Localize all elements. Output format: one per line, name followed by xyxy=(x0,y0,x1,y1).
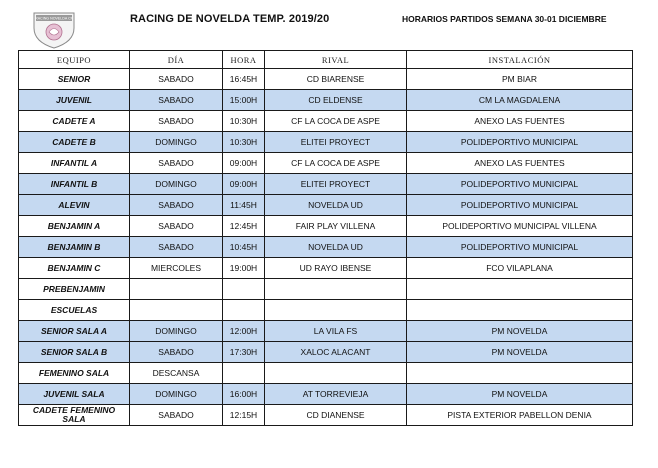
time-cell: 15:00H xyxy=(223,90,265,111)
day-cell: MIERCOLES xyxy=(130,258,223,279)
venue-cell: PM NOVELDA xyxy=(407,321,633,342)
time-cell: 10:30H xyxy=(223,111,265,132)
team-cell: SENIOR SALA A xyxy=(19,321,130,342)
column-header-hora: HORA xyxy=(223,51,265,69)
rival-cell: ELITEI PROYECT xyxy=(265,174,407,195)
team-cell: PREBENJAMIN xyxy=(19,279,130,300)
team-cell: CADETE FEMENINO SALA xyxy=(19,405,130,426)
header-row xyxy=(19,51,633,69)
rival-cell: UD RAYO IBENSE xyxy=(265,258,407,279)
day-cell: DOMINGO xyxy=(130,174,223,195)
table-row xyxy=(19,300,633,321)
time-cell: 16:45H xyxy=(223,69,265,90)
time-cell: 12:45H xyxy=(223,216,265,237)
rival-cell xyxy=(265,363,407,384)
table-row xyxy=(19,216,633,237)
venue-cell: PM NOVELDA xyxy=(407,384,633,405)
team-cell: SENIOR xyxy=(19,69,130,90)
day-cell xyxy=(130,279,223,300)
time-cell: 17:30H xyxy=(223,342,265,363)
venue-cell: ANEXO LAS FUENTES xyxy=(407,111,633,132)
rival-cell: AT TORREVIEJA xyxy=(265,384,407,405)
time-cell: 12:15H xyxy=(223,405,265,426)
time-cell: 12:00H xyxy=(223,321,265,342)
rival-cell: FAIR PLAY VILLENA xyxy=(265,216,407,237)
time-cell xyxy=(223,363,265,384)
rival-cell: ELITEI PROYECT xyxy=(265,132,407,153)
time-cell xyxy=(223,300,265,321)
time-cell: 16:00H xyxy=(223,384,265,405)
team-cell: BENJAMIN B xyxy=(19,237,130,258)
venue-cell: POLIDEPORTIVO MUNICIPAL xyxy=(407,132,633,153)
club-logo xyxy=(30,10,78,50)
table-row xyxy=(19,384,633,405)
time-cell: 09:00H xyxy=(223,174,265,195)
day-cell: SABADO xyxy=(130,195,223,216)
team-cell: CADETE B xyxy=(19,132,130,153)
venue-cell: POLIDEPORTIVO MUNICIPAL VILLENA xyxy=(407,216,633,237)
table-row xyxy=(19,174,633,195)
page-title: RACING DE NOVELDA TEMP. 2019/20 xyxy=(130,13,330,25)
column-header-dia: DÍA xyxy=(130,51,223,69)
table-row xyxy=(19,321,633,342)
column-header-equipo: EQUIPO xyxy=(19,51,130,69)
table-row xyxy=(19,195,633,216)
table-row xyxy=(19,237,633,258)
day-cell xyxy=(130,300,223,321)
table-row xyxy=(19,405,633,426)
table-row xyxy=(19,342,633,363)
rival-cell: CD BIARENSE xyxy=(265,69,407,90)
rival-cell: CF LA COCA DE ASPE xyxy=(265,111,407,132)
day-cell: SABADO xyxy=(130,111,223,132)
team-cell: JUVENIL SALA xyxy=(19,384,130,405)
logo-lettering: RACING NOVELDA CF xyxy=(35,16,73,21)
team-cell: BENJAMIN C xyxy=(19,258,130,279)
rival-cell: XALOC ALACANT xyxy=(265,342,407,363)
venue-cell: POLIDEPORTIVO MUNICIPAL xyxy=(407,195,633,216)
day-cell: SABADO xyxy=(130,405,223,426)
team-cell: FEMENINO SALA xyxy=(19,363,130,384)
day-cell: DOMINGO xyxy=(130,384,223,405)
venue-cell xyxy=(407,363,633,384)
column-header-rival: RIVAL xyxy=(265,51,407,69)
time-cell: 10:45H xyxy=(223,237,265,258)
team-cell: ALEVIN xyxy=(19,195,130,216)
table-row xyxy=(19,153,633,174)
day-cell: SABADO xyxy=(130,216,223,237)
rival-cell xyxy=(265,279,407,300)
day-cell: SABADO xyxy=(130,69,223,90)
day-cell: SABADO xyxy=(130,237,223,258)
venue-cell xyxy=(407,279,633,300)
day-cell: DESCANSA xyxy=(130,363,223,384)
team-cell: BENJAMIN A xyxy=(19,216,130,237)
venue-cell: CM LA MAGDALENA xyxy=(407,90,633,111)
time-cell xyxy=(223,279,265,300)
rival-cell: NOVELDA UD xyxy=(265,237,407,258)
team-cell: SENIOR SALA B xyxy=(19,342,130,363)
day-cell: DOMINGO xyxy=(130,321,223,342)
rival-cell: CD ELDENSE xyxy=(265,90,407,111)
rival-cell: NOVELDA UD xyxy=(265,195,407,216)
team-cell: CADETE A xyxy=(19,111,130,132)
table-row xyxy=(19,258,633,279)
venue-cell: ANEXO LAS FUENTES xyxy=(407,153,633,174)
day-cell: SABADO xyxy=(130,342,223,363)
schedule-subtitle: HORARIOS PARTIDOS SEMANA 30-01 DICIEMBRE xyxy=(402,14,607,24)
team-cell: JUVENIL xyxy=(19,90,130,111)
venue-cell: POLIDEPORTIVO MUNICIPAL xyxy=(407,237,633,258)
rival-cell xyxy=(265,300,407,321)
rival-cell: CD DIANENSE xyxy=(265,405,407,426)
table-row xyxy=(19,69,633,90)
team-cell: ESCUELAS xyxy=(19,300,130,321)
time-cell: 09:00H xyxy=(223,153,265,174)
day-cell: SABADO xyxy=(130,153,223,174)
schedule-table xyxy=(18,50,633,426)
venue-cell: POLIDEPORTIVO MUNICIPAL xyxy=(407,174,633,195)
venue-cell xyxy=(407,300,633,321)
column-header-instalacion: INSTALACIÓN xyxy=(407,51,633,69)
venue-cell: PM NOVELDA xyxy=(407,342,633,363)
rival-cell: CF LA COCA DE ASPE xyxy=(265,153,407,174)
table-row xyxy=(19,279,633,300)
table-row xyxy=(19,111,633,132)
table-row xyxy=(19,363,633,384)
team-cell: INFANTIL A xyxy=(19,153,130,174)
time-cell: 19:00H xyxy=(223,258,265,279)
time-cell: 10:30H xyxy=(223,132,265,153)
time-cell: 11:45H xyxy=(223,195,265,216)
venue-cell: PISTA EXTERIOR PABELLON DENIA xyxy=(407,405,633,426)
venue-cell: FCO VILAPLANA xyxy=(407,258,633,279)
day-cell: SABADO xyxy=(130,90,223,111)
table-row xyxy=(19,132,633,153)
table-row xyxy=(19,90,633,111)
rival-cell: LA VILA FS xyxy=(265,321,407,342)
venue-cell: PM BIAR xyxy=(407,69,633,90)
team-cell: INFANTIL B xyxy=(19,174,130,195)
day-cell: DOMINGO xyxy=(130,132,223,153)
